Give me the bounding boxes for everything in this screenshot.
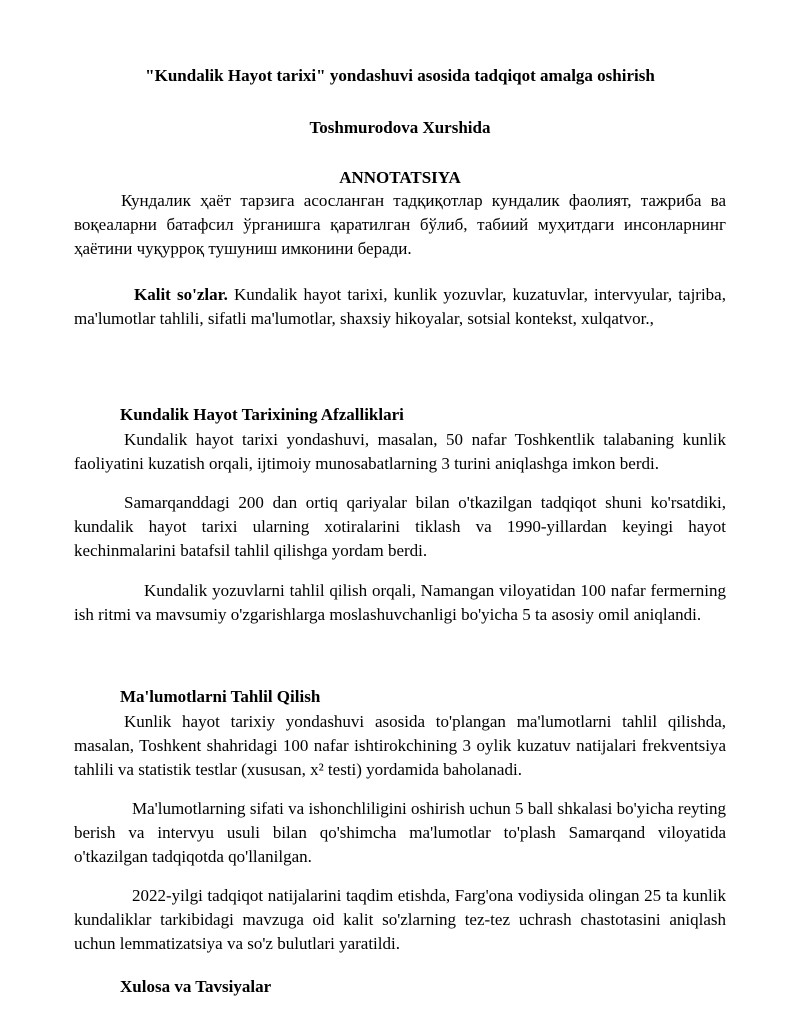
keywords-text: Kundalik hayot tarixi, kunlik yozuvlar, kuzatuvlar, intervyular, tajriba, ma'lumotlar tahlili, sifatli ma'lumotlar, shaxsiy hikoyalar, sotsial kontekst, xulqatvor.,: [74, 285, 726, 328]
section-heading-data-analysis: Ma'lumotlarni Tahlil Qilish: [120, 687, 321, 706]
keywords-label: Kalit so'zlar.: [134, 285, 228, 304]
annotation-heading: ANNOTATSIYA: [339, 168, 461, 187]
section-paragraph: 2022-yilgi tadqiqot natijalarini taqdim etishda, Farg'ona vodiysida olingan 25 ta kunlik kundaliklar tarkibidagi mavzuga oid kalit so'zlarning tez-tez uchrash chastotasini aniqlash uchun lemmatizatsiya va so'z bulutlari yaratildi.: [74, 886, 726, 953]
section-paragraph: Kundalik yozuvlarni tahlil qilish orqali, Namangan viloyatidan 100 nafar fermerning ish ritmi va mavsumiy o'zgarishlarga moslashuvchanligi bo'yicha 5 ta asosiy omil aniqlandi.: [74, 581, 726, 624]
document-title: "Kundalik Hayot tarixi" yondashuvi asosida tadqiqot amalga oshirish: [145, 66, 655, 85]
keywords-paragraph: [74, 283, 726, 331]
section-heading-conclusion: Xulosa va Tavsiyalar: [120, 977, 272, 996]
section-paragraph: Ma'lumotlarning sifati va ishonchliligini oshirish uchun 5 ball shkalasi bo'yicha reyting berish va intervyu usuli bilan qo'shimcha ma'lumotlar to'plash Samarqand viloyatida o'tkazilgan tadqiqotda qo'llanilgan.: [74, 799, 726, 866]
annotation-text: Кундалик ҳаёт тарзига асосланган тадқиқотлар кундалик фаолият, тажриба ва воқеаларни батафсил ўрганишга қаратилган бўлиб, табиий муҳитдаги инсонларнинг ҳаётини чуқурроқ тушуниш имконини беради.: [74, 191, 726, 258]
author-name: Toshmurodova Xurshida: [309, 118, 491, 137]
section-paragraph: Kunlik hayot tarixiy yondashuvi asosida to'plangan ma'lumotlarni tahlil qilishda, masalan, Toshkent shahridagi 100 nafar ishtirokchining 3 oylik kuzatuv natijalari frekventsiya tahlili va statistik testlar (xususan, x² testi) yordamida baholanadi.: [74, 712, 726, 779]
section-paragraph: Kundalik hayot tarixi yondashuvi, masalan, 50 nafar Toshkentlik talabaning kunlik faoliyatini kuzatish orqali, ijtimoiy munosabatlarning 3 turini aniqlashga imkon berdi.: [74, 430, 726, 473]
section-paragraph: Samarqanddagi 200 dan ortiq qariyalar bilan o'tkazilgan tadqiqot shuni ko'rsatdiki, kundalik hayot tarixi ularning xotiralarini tiklash va 1990-yillardan keyingi hayot kechinmalarini batafsil tahlil qilishga yordam berdi.: [74, 493, 726, 560]
section-heading-advantages: Kundalik Hayot Tarixining Afzalliklari: [120, 405, 404, 424]
